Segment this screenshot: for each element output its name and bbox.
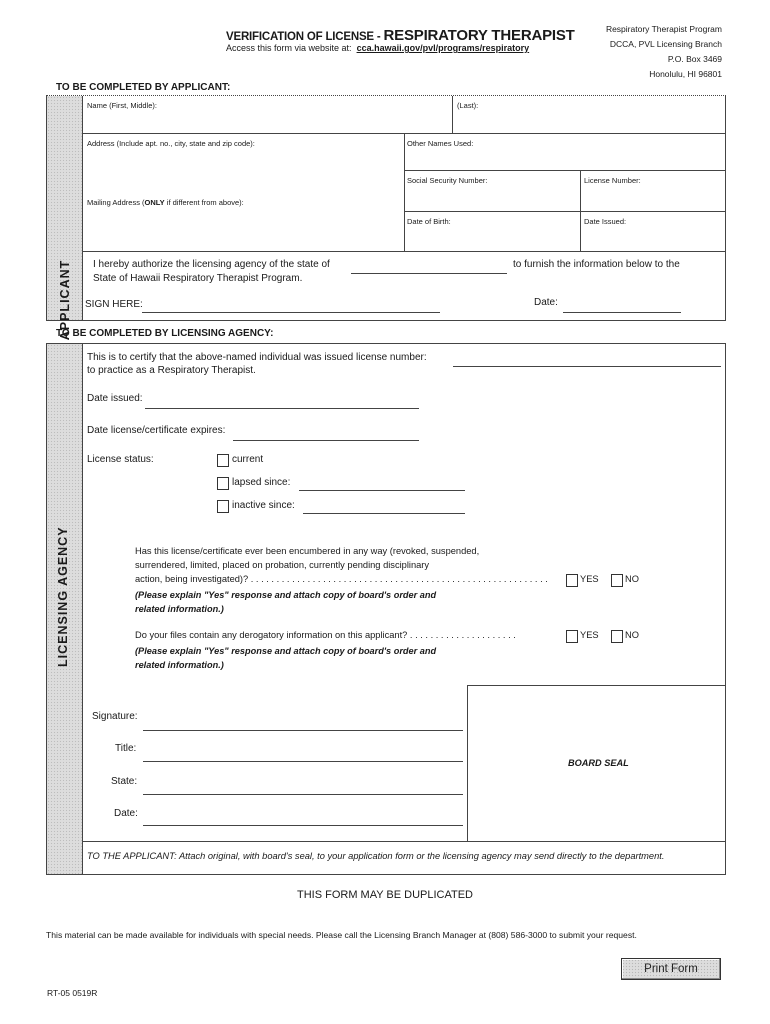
address-label: Address (Include apt. no., city, state and zip code):	[87, 139, 255, 148]
applicant-date-line[interactable]	[563, 312, 681, 313]
other-names-label: Other Names Used:	[407, 139, 474, 148]
certify-text-2: to practice as a Respiratory Therapist.	[87, 365, 256, 376]
q1-text-1: Has this license/certificate ever been encumbered in any way (revoked, suspended,	[135, 546, 480, 556]
title-main: RESPIRATORY THERAPIST	[383, 27, 575, 44]
q1-no-checkbox[interactable]	[611, 574, 623, 587]
status-label: License status:	[87, 454, 154, 465]
agency-side-label: LICENSING AGENCY	[56, 526, 70, 667]
q1-explain-2: related information.)	[135, 604, 224, 614]
program-address	[606, 22, 722, 82]
name-first-label: Name (First, Middle):	[87, 101, 158, 110]
current-checkbox[interactable]	[217, 454, 229, 467]
date-issued-label: Date Issued:	[584, 217, 627, 226]
q2-explain-1: (Please explain "Yes" response and attach copy of board's order and	[135, 646, 437, 656]
expires-label: Date license/certificate expires:	[87, 425, 226, 436]
duplicate-notice: THIS FORM MAY BE DUPLICATED	[296, 889, 474, 901]
signature-line[interactable]	[143, 730, 463, 731]
lapsed-label: lapsed since:	[232, 477, 291, 488]
authorize-text-2: State of Hawaii Respiratory Therapist Program.	[93, 273, 303, 284]
q1-text-2: surrendered, limited, placed on probation, currently pending disciplinary	[135, 560, 430, 570]
address-line: Respiratory Therapist Program	[605, 24, 722, 34]
authorize-state-line[interactable]	[351, 273, 507, 274]
applicant-signature-line[interactable]	[142, 312, 440, 313]
name-first-field[interactable]	[83, 96, 453, 134]
title-line[interactable]	[143, 761, 463, 762]
board-seal-box	[467, 685, 726, 841]
certify-text-1: This is to certify that the above-named individual was issued license number:	[87, 352, 427, 363]
expires-line[interactable]	[233, 440, 419, 441]
form-code: RT-05 0519R	[47, 988, 98, 998]
agency-date-issued-label: Date issued:	[87, 393, 143, 404]
q2-yes-label: YES	[580, 630, 599, 640]
address-line: Honolulu, HI 96801	[649, 69, 722, 79]
agency-date-issued-line[interactable]	[145, 408, 419, 409]
mailing-label-pre: Mailing Address (	[87, 198, 145, 207]
authorize-text-1b: to furnish the information below to the	[513, 259, 680, 270]
q1-explain-1: (Please explain "Yes" response and attach copy of board's order and	[135, 590, 437, 600]
inactive-since-line[interactable]	[303, 513, 465, 514]
q2-explain-2: related information.)	[135, 660, 224, 670]
applicant-side-label: APPLICANT	[58, 259, 72, 341]
print-form-button[interactable]: Print Form	[621, 958, 721, 980]
state-line[interactable]	[143, 794, 463, 795]
website-link[interactable]: cca.hawaii.gov/pvl/programs/respiratory	[356, 43, 530, 53]
access-text: Access this form via website at:	[226, 43, 352, 53]
q2-text-1: Do your files contain any derogatory information on this applicant? . . . . . . . . . . . . . . . . . . . . .	[135, 630, 516, 640]
current-label: current	[232, 454, 264, 465]
applicant-date-label: Date:	[534, 297, 558, 308]
applicant-section-title: TO BE COMPLETED BY APPLICANT:	[56, 82, 231, 93]
license-number-label: License Number:	[584, 176, 641, 185]
address-line: DCCA, PVL Licensing Branch	[609, 39, 722, 49]
q1-text-3: action, being investigated)? . . . . . . . . . . . . . . . . . . . . . . . . . . . . . . . . . . . . . . . . . . . . . . . . . . . . . . . . . .	[135, 574, 548, 584]
name-last-field[interactable]	[453, 96, 725, 134]
q2-yes-checkbox[interactable]	[566, 630, 578, 643]
lapsed-since-line[interactable]	[299, 490, 465, 491]
agency-date-line[interactable]	[143, 825, 463, 826]
title-prefix: VERIFICATION OF LICENSE -	[226, 31, 381, 43]
applicant-note: TO THE APPLICANT: Attach original, with board's seal, to your application form or the licensing agency may send directly to the department.	[87, 851, 665, 861]
access-line	[226, 43, 529, 53]
q1-yes-label: YES	[580, 574, 599, 584]
inactive-checkbox[interactable]	[217, 500, 229, 513]
address-field[interactable]	[83, 134, 405, 252]
q1-no-label: NO	[625, 574, 639, 584]
dob-field[interactable]	[405, 212, 581, 252]
license-number-field[interactable]	[581, 171, 725, 212]
lapsed-checkbox[interactable]	[217, 477, 229, 490]
date-issued-field[interactable]	[581, 212, 725, 252]
ssn-label: Social Security Number:	[407, 176, 488, 185]
dob-label: Date of Birth:	[407, 217, 451, 226]
agency-section-title: TO BE COMPLETED BY LICENSING AGENCY:	[56, 328, 274, 339]
license-number-line[interactable]	[453, 366, 721, 367]
q1-yes-checkbox[interactable]	[566, 574, 578, 587]
authorize-text-1: I hereby authorize the licensing agency of the state of	[93, 259, 330, 270]
other-names-field[interactable]	[405, 134, 725, 171]
address-line: P.O. Box 3469	[667, 54, 722, 64]
agency-date-label: Date:	[114, 808, 138, 819]
mailing-label-bold: ONLY	[144, 198, 165, 207]
state-label: State:	[111, 776, 138, 787]
ssn-field[interactable]	[405, 171, 581, 212]
agency-section	[46, 343, 726, 875]
signature-label: Signature:	[92, 711, 138, 722]
title-label: Title:	[115, 743, 137, 754]
name-last-label: (Last):	[457, 101, 479, 110]
sign-here-label: SIGN HERE:	[85, 299, 143, 310]
inactive-label: inactive since:	[232, 500, 295, 511]
special-needs-notice: This material can be made available for individuals with special needs. Please call the Licensing Branch Manager at (808) 586-3000 to submit your request.	[46, 930, 637, 940]
q2-no-label: NO	[625, 630, 639, 640]
board-seal-label: BOARD SEAL	[568, 758, 629, 768]
form-title	[226, 27, 575, 44]
mailing-label-post: if different from above):	[164, 198, 244, 207]
q2-no-checkbox[interactable]	[611, 630, 623, 643]
seal-divider	[83, 841, 725, 842]
mailing-address-label	[87, 198, 244, 207]
